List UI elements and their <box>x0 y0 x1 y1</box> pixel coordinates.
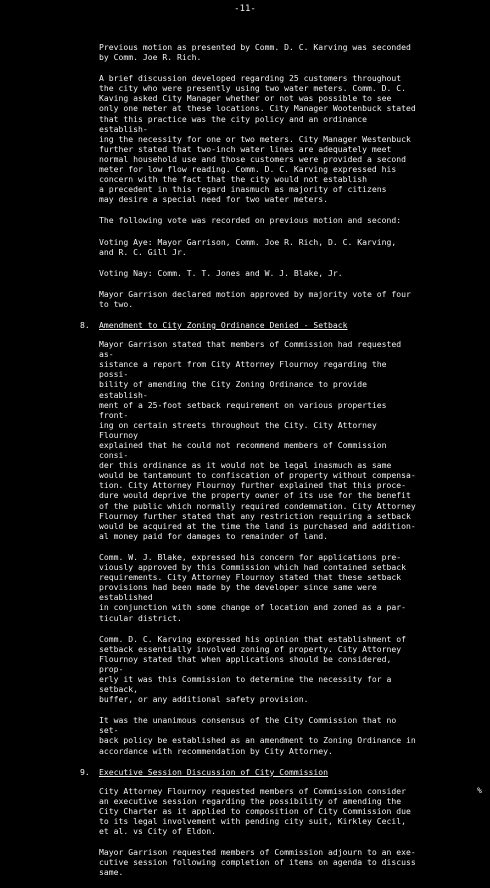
water-meter-discussion: A brief discussion developed regarding 25 customers throughout the city who were presently using two water meters. Comm. D. C. Kaving asked City Manager whether or not was possible to see only one meter at these locations. City Manager Wootenbuck stated that this practice was the city policy and an ordinance establish- ing the necessity for one or two meters. City Manager Westenbuck further stated that two-inch water lines are adequately meet normal household use and those customers were provided a second meter for low flow reading. Comm. D. C. Karving expressed his concern with the fact that the city would not establish a precedent in this regard inasmuch as majority of citizens may desire a special need for two water meters. <box>99 73 416 205</box>
section-paragraph: Comm. W. J. Blake, expressed his concern for applications pre- viously approved by this Commission which had contained setback requirements. City Attorney Flournoy stated that these setback provisions had been made by the developer since same were established in conjunction with some change of location and zoned as a par- ticular district. <box>99 551 406 623</box>
voting-nay: Voting Nay: Comm. T. T. Jones and W. J. Blake, Jr. <box>99 267 343 278</box>
section-8 <box>80 319 419 756</box>
section-heading: Amendment to City Zoning Ordinance Denied - Setback <box>99 319 348 330</box>
section-9 <box>80 766 419 878</box>
section-number: 9. <box>80 766 90 777</box>
section-paragraph: City Attorney Flournoy requested members of Commission consider an executive session regarding the possibility of amending the City Charter as it applied to composition of City Commission due to its legal involvement with pending city suit, Kirkley Cecil, et al. vs City of Eldon. <box>99 785 411 837</box>
document-body <box>80 42 419 888</box>
section-paragraph: Mayor Garrison requested members of Commission adjourn to an exe- cutive session following completion of items on agenda to discuss same. <box>99 847 416 878</box>
section-paragraph: Mayor Garrison stated that members of Commission had requested as- sistance a report from City Attorney Flournoy regarding the possi- bility of amending the City Zoning Ordinance to provide establish- ment of a 25-foot setback requirement on various properties front- ing on certain streets throughout the City. City Attorney Flournoy explained that he could not recommend members of Commission consi- der this ordinance as it would not be legal inasmuch as same would be tantamount to confiscation of property without compensa- tion. City Attorney Flournoy further explained that this proce- dure would deprive the property owner of its use for the benefit of the public which normally required condemnation. City Attorney Flournoy further stated that any restriction requiring a setback would be acquired at the time the land is purchased and addition- al money paid for damages to remainder of land. <box>99 339 416 541</box>
section-heading: Executive Session Discussion of City Commission <box>99 766 329 777</box>
motion-line: Previous motion as presented by Comm. D. C. Karving was seconded by Comm. Joe R. Rich. <box>99 42 411 63</box>
voting-aye: Voting Aye: Mayor Garrison, Comm. Joe R. Rich, D. C. Karving, and R. C. Gill Jr. <box>99 236 397 257</box>
section-paragraph: Comm. D. C. Karving expressed his opinion that establishment of setback essentially involved zoning of property. City Attorney Flournoy stated that when applications should be considered, prop- erly it was this Commission to determine the necessity for a setback, buffer, or any additional safety provision. <box>99 633 406 705</box>
vote-intro: The following vote was recorded on previous motion and second: <box>99 215 402 226</box>
section-number: 8. <box>80 319 90 330</box>
section-paragraph: It was the unanimous consensus of the City Commission that no set- back policy be established as an amendment to Zoning Ordinance in accordance with recommendation by City Attorney. <box>99 715 416 756</box>
corner-mark: % <box>477 785 482 795</box>
page-number: -11- <box>234 4 256 14</box>
motion-declaration: Mayor Garrison declared motion approved by majority vote of four to two. <box>99 288 411 309</box>
